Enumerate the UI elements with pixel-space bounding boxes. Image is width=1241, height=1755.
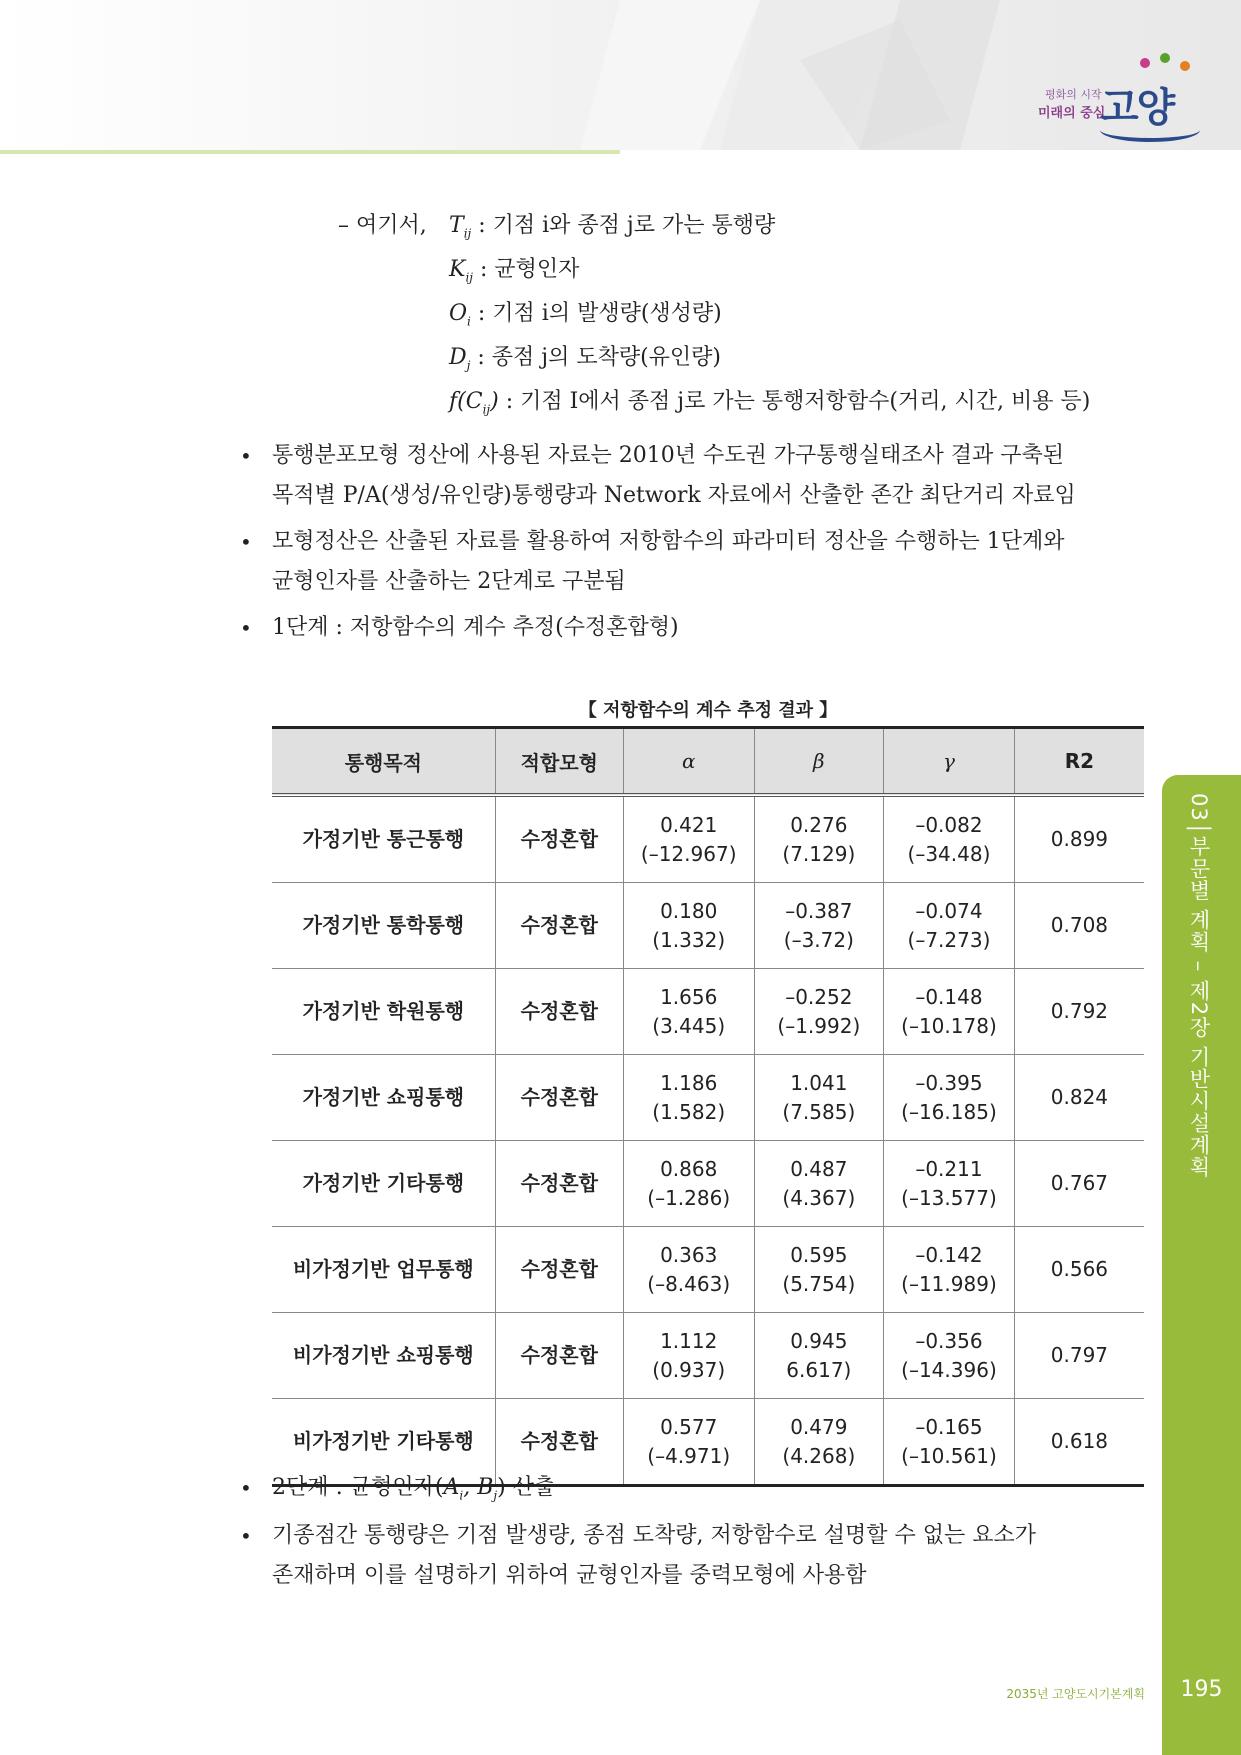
table-row [272, 795, 1144, 883]
table-row [272, 1141, 1144, 1227]
logo-slogan-1: 평화의 시작 [1045, 88, 1102, 101]
cell-r2: 0.824 [1014, 1055, 1144, 1141]
bullet-paragraph: • 통행분포모형 정산에 사용된 자료는 2010년 수도권 가구통행실태조사 결과 구축된 목적별 P/A(생성/유인량)통행량과 Network 자료에서 산출한 존간 최단거리 자료임 [272, 436, 1144, 516]
cell-model: 수정혼합 [495, 1055, 623, 1141]
variable: $K_{ij}$ [449, 257, 473, 285]
cell-beta: 0.276 (7.129) [754, 795, 884, 883]
variable: $O_i$ [449, 301, 471, 329]
variable: $D_j$ [449, 345, 471, 373]
cell-alpha: 0.421 (–12.967) [623, 795, 754, 883]
cell-alpha: 0.868 (–1.286) [623, 1141, 754, 1227]
cell-beta: 0.595 (5.754) [754, 1227, 884, 1313]
cell-r2: 0.708 [1014, 883, 1144, 969]
cell-purpose: 가정기반 기타통행 [272, 1141, 495, 1227]
cell-alpha: 0.180 (1.332) [623, 883, 754, 969]
cell-purpose: 가정기반 쇼핑통행 [272, 1055, 495, 1141]
bullet-dot-icon: • [240, 444, 252, 468]
bullet-dot-icon: • [240, 530, 252, 554]
cell-purpose: 비가정기반 쇼핑통행 [272, 1313, 495, 1399]
cell-purpose: 가정기반 통근통행 [272, 795, 495, 883]
cell-model: 수정혼합 [495, 1227, 623, 1313]
bullet-dot-icon: • [240, 616, 252, 640]
table-header-row [272, 728, 1144, 796]
cell-r2: 0.618 [1014, 1399, 1144, 1486]
cell-purpose: 비가정기반 기타통행 [272, 1399, 495, 1486]
logo-figures-icon [1135, 48, 1195, 78]
cell-model: 수정혼합 [495, 795, 623, 883]
cell-gamma: –0.211 (–13.577) [884, 1141, 1015, 1227]
chapter-number: 03 [1187, 793, 1211, 822]
cell-model: 수정혼합 [495, 1141, 623, 1227]
table-row [272, 1313, 1144, 1399]
cell-alpha: 1.656 (3.445) [623, 969, 754, 1055]
cell-gamma: –0.165 (–10.561) [884, 1399, 1015, 1486]
cell-alpha: 1.186 (1.582) [623, 1055, 754, 1141]
header-r2: R2 [1014, 728, 1144, 796]
cell-beta: 1.041 (7.585) [754, 1055, 884, 1141]
bullet-dot-icon: • [240, 1524, 252, 1548]
cell-gamma: –0.148 (–10.178) [884, 969, 1015, 1055]
logo-arc [1100, 118, 1200, 142]
cell-gamma: –0.395 (–16.185) [884, 1055, 1015, 1141]
variable: $f(C_{ij})$ [449, 389, 499, 417]
bullet-dot-icon: • [240, 1476, 252, 1500]
definition-row: $f(C_{ij})$ : 기점 I에서 종점 j로 가는 통행저항함수(거리, 시간, 비용 등) [449, 389, 1091, 417]
cell-r2: 0.792 [1014, 969, 1144, 1055]
cell-purpose: 비가정기반 업무통행 [272, 1227, 495, 1313]
header-alpha: α [623, 728, 754, 796]
chapter-title: 부문별 계획 – 제2장 기반시설계획 [1187, 835, 1211, 1178]
cell-beta: –0.252 (–1.992) [754, 969, 884, 1055]
cell-beta: 0.479 (4.268) [754, 1399, 884, 1486]
bullet-paragraph: • 기종점간 통행량은 기점 발생량, 종점 도착량, 저항함수로 설명할 수 없는 요소가 존재하며 이를 설명하기 위하여 균형인자를 중력모형에 사용함 [272, 1516, 1144, 1596]
cell-r2: 0.566 [1014, 1227, 1144, 1313]
table-row [272, 883, 1144, 969]
cell-model: 수정혼합 [495, 1313, 623, 1399]
cell-purpose: 가정기반 통학통행 [272, 883, 495, 969]
variable: $T_{ij}$ [449, 213, 472, 241]
footer-title: 2035년 고양도시기본계획 [1006, 1687, 1145, 1701]
cell-r2: 0.899 [1014, 795, 1144, 883]
cell-gamma: –0.356 (–14.396) [884, 1313, 1015, 1399]
table-row [272, 1055, 1144, 1141]
city-logo [1030, 48, 1210, 138]
bullet-paragraph: • 2단계 : 균형인자($A_i$, $B_j$) 산출 [272, 1468, 1144, 1515]
definition-row: $K_{ij}$ : 균형인자 [449, 257, 580, 285]
definitions-intro: – 여기서, [338, 213, 427, 238]
cell-beta: 0.487 (4.367) [754, 1141, 884, 1227]
coefficient-table [272, 726, 1144, 1487]
table-row [272, 1227, 1144, 1313]
cell-alpha: 1.112 (0.937) [623, 1313, 754, 1399]
definition-row: $T_{ij}$ : 기점 i와 종점 j로 가는 통행량 [449, 213, 776, 241]
logo-slogan-2: 미래의 중심 [1038, 106, 1106, 121]
header-beta: β [754, 728, 884, 796]
chapter-side-tab [1162, 775, 1241, 1755]
cell-model: 수정혼합 [495, 1399, 623, 1486]
cell-r2: 0.767 [1014, 1141, 1144, 1227]
header-purpose: 통행목적 [272, 728, 495, 796]
header-model: 적합모형 [495, 728, 623, 796]
cell-model: 수정혼합 [495, 883, 623, 969]
cell-gamma: –0.142 (–11.989) [884, 1227, 1015, 1313]
cell-r2: 0.797 [1014, 1313, 1144, 1399]
cell-alpha: 0.577 (–4.971) [623, 1399, 754, 1486]
chapter-label: 03│부문별 계획 – 제2장 기반시설계획 [1187, 793, 1211, 1178]
definition-row: $O_i$ : 기점 i의 발생량(생성량) [449, 301, 722, 329]
cell-beta: 0.945 6.617) [754, 1313, 884, 1399]
cell-purpose: 가정기반 학원통행 [272, 969, 495, 1055]
logo-name: 고양 [1100, 85, 1174, 131]
table-row [272, 969, 1144, 1055]
cell-gamma: –0.074 (–7.273) [884, 883, 1015, 969]
cell-gamma: –0.082 (–34.48) [884, 795, 1015, 883]
table-title: 【 저항함수의 계수 추정 결과 】 [578, 700, 838, 721]
cell-beta: –0.387 (–3.72) [754, 883, 884, 969]
cell-model: 수정혼합 [495, 969, 623, 1055]
cell-alpha: 0.363 (–8.463) [623, 1227, 754, 1313]
definition-row: $D_j$ : 종점 j의 도착량(유인량) [449, 345, 722, 373]
header-gamma: γ [884, 728, 1015, 796]
page-number: 195 [1180, 1677, 1223, 1702]
bullet-paragraph: • 모형정산은 산출된 자료를 활용하여 저항함수의 파라미터 정산을 수행하는 1단계와 균형인자를 산출하는 2단계로 구분됨 [272, 522, 1144, 602]
bullet-paragraph: • 1단계 : 저항함수의 계수 추정(수정혼합형) [272, 608, 1144, 648]
